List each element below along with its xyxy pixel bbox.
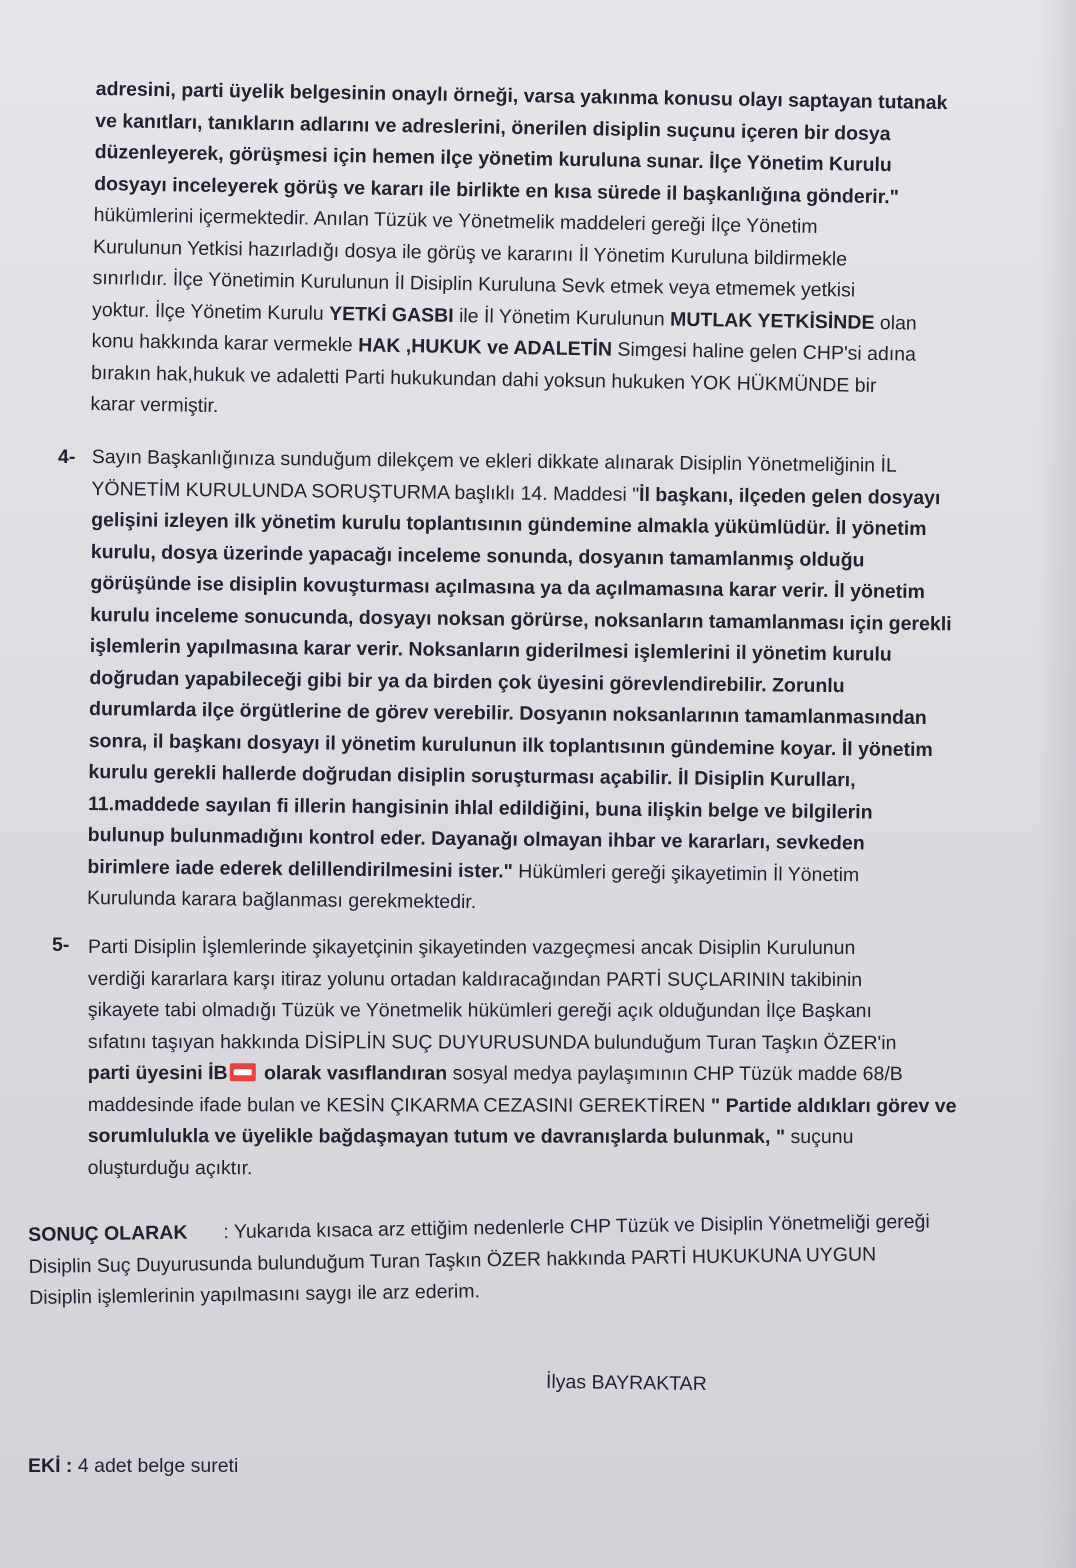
text-line: sınırlıdır. İlçe Yönetimin Kurulunun İl Disiplin Kuruluna Sevk etmek veya etmemek yetkisi — [92, 266, 856, 302]
conclusion-paragraph — [28, 1206, 979, 1315]
text-line: düzenleyerek, görüşmesi için hemen ilçe yönetim kuruluna sunar. İlçe Yönetim Kurulu — [94, 140, 892, 177]
bold-run: birimlere iade ederek delillendirilmesini ister." — [87, 855, 513, 883]
paragraph-item-5 — [88, 932, 976, 1185]
bold-run: " Partide aldıkları görev ve — [710, 1094, 957, 1117]
bold-run: parti üyesini İB — [87, 1061, 228, 1085]
text-line: kurulu, dosya üzerinde yapacağı inceleme sonunda, dosyanın tamamlanmış olduğu — [90, 540, 865, 571]
conclusion-label: SONUÇ OLARAK — [28, 1221, 188, 1246]
text-line: Sayın Başkanlığınıza sunduğum dilekçem ve ekleri dikkate alınarak Disiplin Yönetmeliğinin İL — [91, 445, 897, 477]
bold-run: olarak vasıflandıran — [258, 1062, 448, 1085]
text-line: bulunup bulunmadığını kontrol eder. Dayanağı olmayan ihbar ve kararları, sevkeden — [87, 823, 865, 855]
text-line: 11.maddede sayılan fi illerin hangisinin ihlal edildiğini, buna ilişkin belge ve bilgilerin — [87, 792, 873, 823]
text-line: Kurulunda karara bağlanması gerekmektedir. — [86, 886, 477, 914]
attachment-label: EKİ : — [28, 1455, 73, 1477]
text-line: kurulu gerekli hallerde doğrudan disiplin soruşturması açabilir. İl Disiplin Kurulları, — [88, 760, 856, 792]
text-line: görüşünde ise disiplin kovuşturması açılmasına ya da açılmamasına karar verir. İl yönetim — [90, 571, 926, 604]
item-number: 4- — [58, 446, 76, 468]
text-line: Kurulunun Yetkisi hazırladığı dosya ile görüş ve kararını İl Yönetim Kuruluna bildirmekle — [92, 235, 848, 270]
text-line: ve kanıtları, tanıkların adlarını ve adreslerini, önerilen disiplin suçunu içeren bir dosya — [95, 109, 891, 145]
redaction-sticker-icon — [230, 1063, 256, 1081]
text-line: bırakın hak,hukuk ve adaletti Parti hukukundan dahi yoksun hukuken YOK HÜKMÜNDE bir — [90, 361, 877, 397]
text-run: maddesinde ifade bulan ve KESİN ÇIKARMA CEZASINI GEREKTİREN — [87, 1093, 711, 1117]
signature-name: İlyas BAYRAKTAR — [545, 1370, 707, 1396]
text-run: ile İl Yönetim Kurulunun — [453, 304, 671, 331]
text-run: yoktur. İlçe Yönetim Kurulu — [91, 298, 330, 325]
text-line: kurulu inceleme sonucunda, dosyayı noksan görürse, noksanların tamamlanması için gerekli — [90, 603, 952, 635]
bold-run: İl başkanı, ilçeden gelen dosyayı — [638, 483, 941, 509]
text-line: doğrudan yapabileceği gibi bir ya da birden çok üyesini görevlendirebilir. Zorunlu — [89, 666, 845, 697]
text-line — [88, 1121, 976, 1154]
text-line: sonra, il başkanı dosyayı il yönetim kurulunun ilk toplantısının gündemine koyar. İl yönetim — [88, 729, 933, 761]
paragraph-continuation — [90, 74, 964, 435]
text-line: işlemlerin yapılmasına karar verir. Noksanların giderilmesi işlemlerini il yönetim kurulu — [89, 634, 892, 666]
text-run: : Yukarıda kısaca arz ettiğim nedenlerle CHP Tüzük ve Disiplin Yönetmeliği gereği — [223, 1210, 930, 1244]
text-line: dosyayı inceleyerek görüş ve kararı ile birlikte en kısa sürede il başkanlığına gönderir." — [94, 172, 900, 208]
text-line: sıfatını taşıyan hakkında DİSİPLİN SUÇ DUYURUSUNDA bulunduğum Turan Taşkın ÖZER'in — [87, 1030, 897, 1054]
text-line: oluşturduğu açıktır. — [87, 1156, 253, 1179]
text-line: Disiplin Suç Duyurusunda bulunduğum Turan Taşkın ÖZER hakkında PARTİ HUKUKUNA UYGUN — [28, 1242, 877, 1278]
bold-run: MUTLAK YETKİSİNDE — [669, 308, 875, 334]
text-line: verdiği kararlara karşı itiraz yolunu ortadan kaldıracağından PARTİ SUÇLARININ takibinin — [87, 967, 863, 991]
text-run: sosyal medya paylaşımının CHP Tüzük madde 68/B — [447, 1062, 903, 1086]
text-line: gelişini izleyen ilk yönetim kurulu toplantısının gündemine almakla yükümlüdür. İl yönetim — [91, 508, 927, 541]
text-line — [88, 1089, 976, 1122]
text-run: suçunu — [785, 1125, 854, 1149]
text-line: karar vermiştir. — [90, 392, 219, 418]
bold-run: YETKİ GASBI — [328, 302, 454, 327]
text-line: durumlarda ilçe örgütlerine de görev verebilir. Dosyanın noksanlarının tamamlanmasından — [88, 697, 927, 730]
text-run: Hükümleri gereği şikayetimin İl Yönetim — [512, 860, 860, 886]
text-run: konu hakkında karar vermekle — [91, 329, 359, 357]
text-line: Disiplin işlemlerinin yapılmasını saygı ile arz ederim. — [28, 1280, 481, 1309]
text-line: adresini, parti üyelik belgesinin onaylı örneği, varsa yakınma konusu olayı saptayan tutanak — [95, 77, 948, 115]
attachment-note — [28, 1455, 238, 1478]
bold-run: sorumlulukla ve üyelikle bağdaşmayan tutum ve davranışlarda bulunmak, " — [87, 1124, 786, 1148]
text-run: YÖNETİM KURULUNDA SORUŞTURMA başlıklı 14. Maddesi " — [91, 477, 640, 506]
attachment-text: 4 adet belge sureti — [77, 1455, 239, 1477]
text-run: Simgesi haline gelen CHP'si adına — [611, 338, 917, 366]
text-line: şikayete tabi olmadığı Tüzük ve Yönetmelik hükümleri gereği açık olduğundan İlçe Başkanı — [87, 998, 872, 1023]
bold-run: HAK ,HUKUK ve ADALETİN — [357, 334, 613, 361]
text-line: hükümlerini içermektedir. Anılan Tüzük ve Yönetmelik maddeleri gereği İlçe Yönetim — [93, 203, 818, 238]
item-number: 5- — [52, 934, 70, 956]
text-line: Parti Disiplin İşlemlerinde şikayetçinin şikayetinden vazgeçmesi ancak Disiplin Kurulunun — [87, 936, 856, 960]
paragraph-item-4 — [87, 442, 970, 924]
text-line — [88, 1058, 976, 1091]
text-run: olan — [874, 311, 917, 335]
